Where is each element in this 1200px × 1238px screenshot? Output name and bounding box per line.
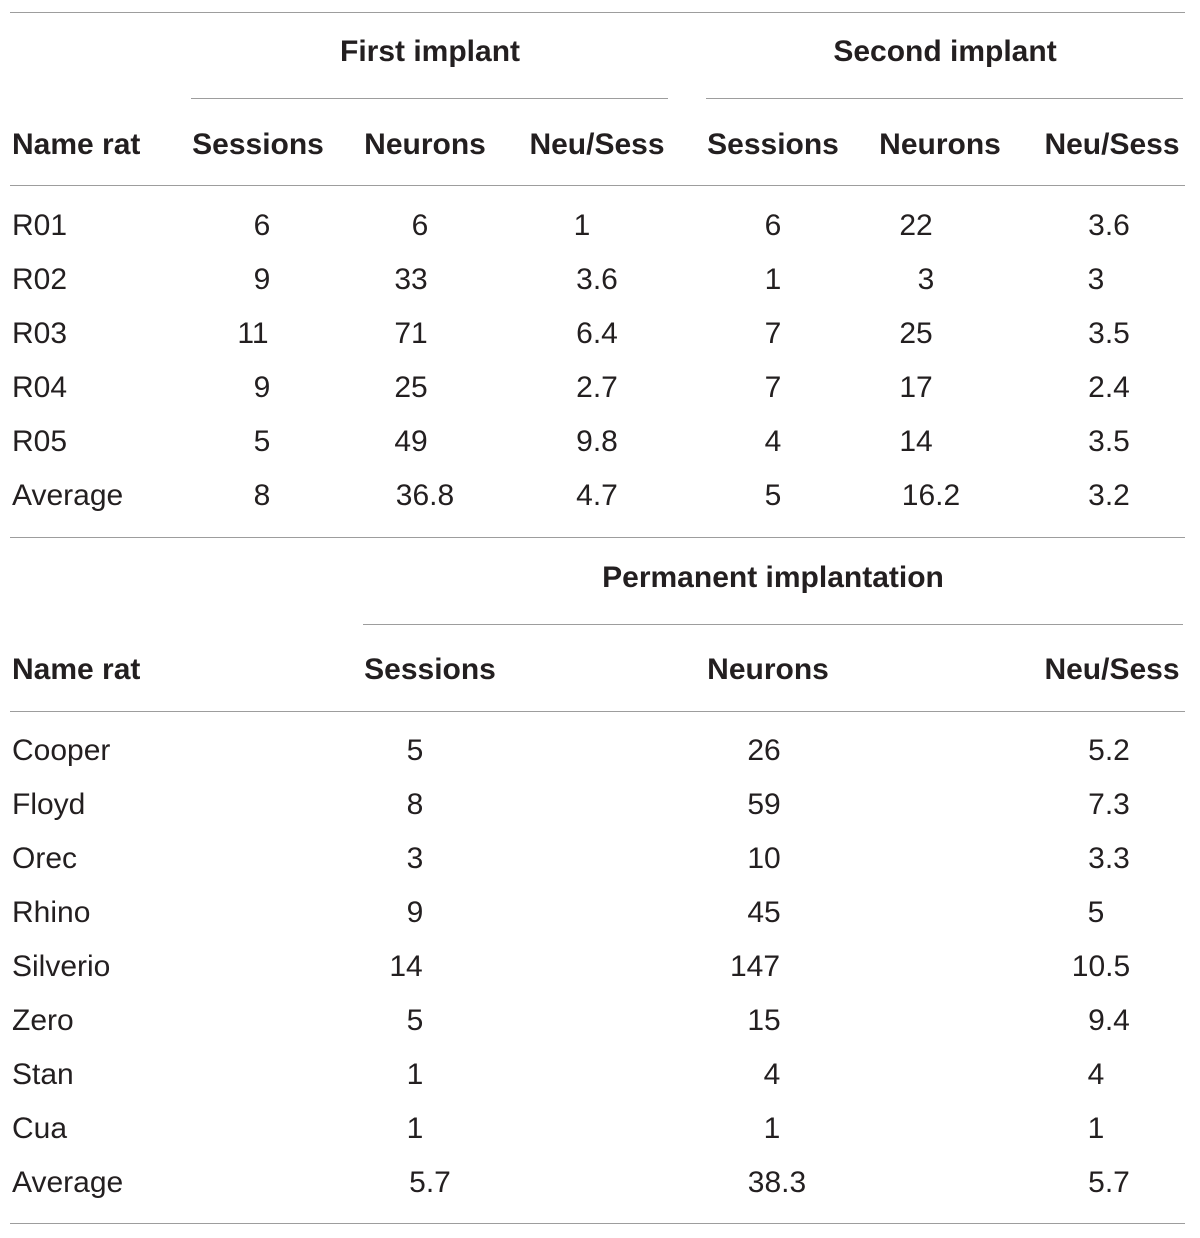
table-cell: 49 [394, 425, 428, 458]
table1-header-rule [10, 185, 1185, 186]
table-cell: 9 [253, 263, 271, 296]
table-cell: 6 [253, 209, 271, 242]
table-cell: 33 [394, 263, 428, 296]
table-cell: 1 [1087, 1112, 1105, 1145]
table-cell: 5 [1087, 896, 1105, 929]
table-cell: 9 [406, 896, 424, 929]
column-header-name-rat: Name rat [12, 128, 141, 161]
table1-top-rule [10, 12, 1185, 13]
column-header-neurons-3: Neurons [707, 653, 829, 686]
second-implant-underline [706, 98, 1183, 99]
group-header-first-implant: First implant [339, 35, 521, 68]
table-cell: 5 [406, 1004, 424, 1037]
table-cell: 5 [764, 479, 782, 512]
table-cell: Floyd [12, 788, 86, 821]
table-cell: Cua [12, 1112, 68, 1145]
table-cell: 17 [899, 371, 933, 404]
table-cell: 4 [764, 425, 782, 458]
column-header-name-rat-2: Name rat [12, 653, 141, 686]
table-cell: 5 [253, 425, 271, 458]
table-cell: 7 [764, 317, 782, 350]
column-header-sessions: Sessions [192, 128, 324, 161]
table-cell: 4 [1087, 1058, 1105, 1091]
table-cell: 8 [406, 788, 424, 821]
table-cell: 8 [253, 479, 271, 512]
table-cell: 26 [747, 734, 781, 767]
group-header-second-implant: Second implant [833, 35, 1057, 68]
table-cell: 3 [917, 263, 935, 296]
column-header-sessions-3: Sessions [364, 653, 496, 686]
table-cell: 36.8 [395, 479, 455, 512]
table2-header-rule [10, 711, 1185, 712]
table-cell: 6 [411, 209, 429, 242]
table-cell: 3 [1087, 263, 1105, 296]
table-cell: 3.5 [1088, 317, 1130, 350]
table-cell: Zero [12, 1004, 74, 1037]
table-cell: 3.2 [1088, 479, 1130, 512]
table-cell: 9.4 [1088, 1004, 1130, 1037]
column-header-neurons-2: Neurons [879, 128, 1001, 161]
table-cell: 3.3 [1088, 842, 1130, 875]
table-cell: 16.2 [901, 479, 961, 512]
table-cell: 3.5 [1088, 425, 1130, 458]
table-cell: 3 [406, 842, 424, 875]
table-cell: 11 [237, 317, 269, 350]
table-cell: Stan [12, 1058, 74, 1091]
table-cell: 14 [899, 425, 933, 458]
table-cell: 5.2 [1088, 734, 1130, 767]
table-cell: 59 [747, 788, 781, 821]
table-cell: 2.7 [576, 371, 618, 404]
table-cell: 10.5 [1071, 950, 1131, 983]
table-cell: 3.6 [576, 263, 618, 296]
table-cell: 4 [763, 1058, 781, 1091]
table-cell: 1 [406, 1112, 424, 1145]
column-header-sessions-2: Sessions [707, 128, 839, 161]
table-cell: 25 [394, 371, 428, 404]
table-cell: R01 [12, 209, 68, 242]
table-cell: 1 [406, 1058, 424, 1091]
table-cell: 7.3 [1088, 788, 1130, 821]
table-cell: 14 [389, 950, 423, 983]
table-cell: R03 [12, 317, 68, 350]
table-cell: 147 [729, 950, 781, 983]
table-cell: Average [12, 1166, 124, 1199]
table-cell: 38.3 [747, 1166, 807, 1199]
table-cell: 1 [763, 1112, 781, 1145]
table-cell: R04 [12, 371, 68, 404]
table-cell: 71 [394, 317, 428, 350]
table-cell: 22 [899, 209, 933, 242]
table-cell: Average [12, 479, 124, 512]
table-cell: 5 [406, 734, 424, 767]
permanent-implantation-underline [363, 624, 1183, 625]
table-cell: 10 [747, 842, 781, 875]
table-cell: 5.7 [1088, 1166, 1130, 1199]
column-header-neu-sess: Neu/Sess [529, 128, 665, 161]
group-header-permanent-implantation: Permanent implantation [602, 561, 944, 594]
table-cell: 9.8 [576, 425, 618, 458]
table2-bottom-rule [10, 1223, 1185, 1224]
table-cell: Orec [12, 842, 78, 875]
column-header-neu-sess-2: Neu/Sess [1044, 128, 1180, 161]
table-cell: R05 [12, 425, 68, 458]
first-implant-underline [191, 98, 668, 99]
table-cell: Rhino [12, 896, 91, 929]
table-cell: 2.4 [1088, 371, 1130, 404]
table-cell: 1 [764, 263, 782, 296]
table-cell: Cooper [12, 734, 111, 767]
table-cell: 9 [253, 371, 271, 404]
table-cell: 25 [899, 317, 933, 350]
table-cell: 1 [573, 209, 591, 242]
table-cell: 45 [747, 896, 781, 929]
column-header-neurons: Neurons [364, 128, 486, 161]
table-cell: 5.7 [409, 1166, 451, 1199]
column-header-neu-sess-3: Neu/Sess [1044, 653, 1180, 686]
table-cell: 15 [747, 1004, 781, 1037]
table-cell: 4.7 [576, 479, 618, 512]
table-cell: R02 [12, 263, 68, 296]
table-cell: 6 [764, 209, 782, 242]
table-separator-rule [10, 537, 1185, 538]
table-cell: Silverio [12, 950, 111, 983]
table-cell: 3.6 [1088, 209, 1130, 242]
table-cell: 7 [764, 371, 782, 404]
table-cell: 6.4 [576, 317, 618, 350]
